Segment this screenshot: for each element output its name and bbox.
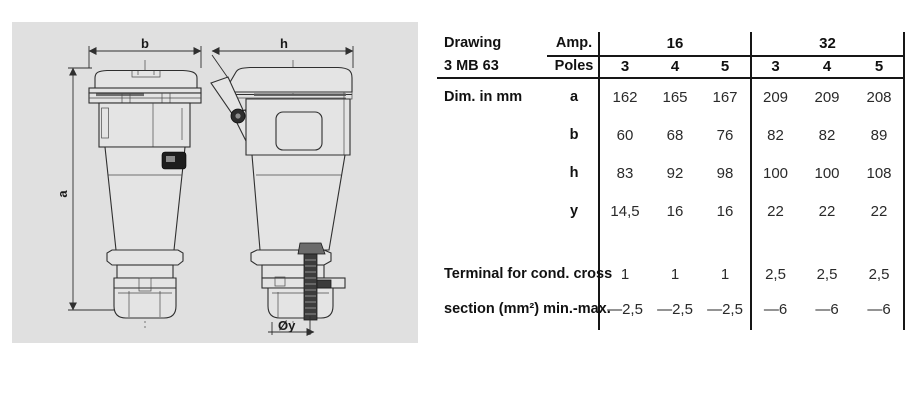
table-cell: 1 — [720, 265, 730, 283]
dim-b-label: b — [141, 36, 149, 51]
dim-in-mm-label: Dim. in mm — [444, 89, 523, 105]
dim-h-label: h — [280, 36, 288, 51]
table-cell: 165 — [662, 88, 688, 106]
table-cell: 108 — [866, 164, 892, 182]
table-cell: 16 — [666, 202, 684, 220]
front-view — [89, 60, 201, 328]
table-cell: 92 — [666, 164, 684, 182]
table-cell: 2,5 — [868, 265, 890, 283]
dimension-table — [437, 32, 905, 332]
table-cell: 209 — [762, 88, 789, 106]
table-cell: —2,5 — [707, 300, 743, 318]
table-cell: 162 — [612, 88, 638, 106]
table-cell: 82 — [767, 126, 784, 144]
table-cell: 22 — [870, 202, 888, 220]
pole-col: 3 — [620, 57, 630, 75]
table-cell: 167 — [712, 88, 738, 106]
dim-letter: y — [569, 203, 579, 219]
pole-col: 4 — [822, 57, 832, 75]
pole-col: 5 — [874, 57, 884, 75]
amp-label: Amp. — [555, 35, 593, 51]
table-cell: 22 — [818, 202, 836, 220]
pole-col: 5 — [720, 57, 730, 75]
table-cell: 2,5 — [816, 265, 838, 283]
table-cell: —2,5 — [657, 300, 693, 318]
table-cell: 209 — [814, 88, 840, 106]
table-cell: 1 — [670, 265, 680, 283]
table-cell: 76 — [716, 126, 734, 144]
table-cell: —2,5 — [607, 300, 643, 318]
side-view — [211, 60, 352, 328]
dim-a-label: a — [55, 190, 70, 198]
table-cell: 208 — [866, 88, 892, 106]
terminal-label-line2: section (mm²) min.-max. — [444, 301, 611, 317]
table-cell: 83 — [616, 164, 634, 182]
table-cell: —6 — [763, 300, 788, 318]
table-cell: 1 — [620, 265, 630, 283]
table-cell: 89 — [870, 126, 888, 144]
table-cell: 60 — [616, 126, 634, 144]
drawing-number: 3 MB 63 — [444, 58, 499, 74]
table-cell: 16 — [716, 202, 734, 220]
table-cell: —6 — [815, 300, 839, 318]
terminal-label-line1: Terminal for cond. cross — [444, 266, 613, 282]
table-cell: 100 — [762, 164, 789, 182]
table-cell: 98 — [716, 164, 734, 182]
table-cell: 2,5 — [765, 265, 786, 283]
poles-label: Poles — [554, 58, 594, 74]
table-cell: 68 — [666, 126, 684, 144]
drawing-label: Drawing — [444, 35, 502, 51]
pole-col: 4 — [670, 57, 680, 75]
dim-letter: a — [569, 89, 579, 105]
table-cell: 14,5 — [610, 202, 640, 220]
connector-drawing — [12, 22, 418, 343]
table-cell: —6 — [867, 300, 891, 318]
table-cell: 82 — [818, 126, 836, 144]
technical-drawing-panel — [12, 22, 418, 343]
dim-letter: h — [569, 165, 579, 181]
dim-letter: b — [569, 127, 579, 143]
dim-y-label: Øy — [278, 318, 296, 333]
amp-group-32: 32 — [819, 34, 836, 52]
table-cell: 22 — [767, 202, 784, 220]
table-cell: 100 — [814, 164, 840, 182]
amp-group-16: 16 — [666, 34, 684, 52]
pole-col: 3 — [771, 57, 780, 75]
